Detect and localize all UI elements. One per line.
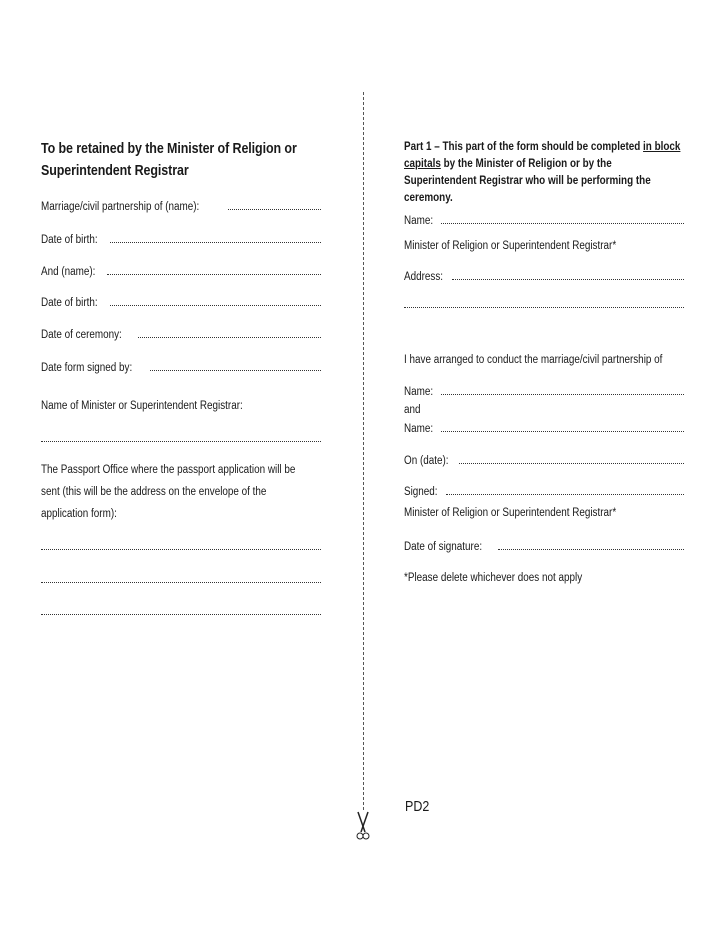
scissors-icon [354, 810, 372, 842]
ceremony-date-field[interactable] [41, 328, 321, 342]
ceremony-date-label: Date of ceremony: [41, 329, 122, 341]
second-name-label: And (name): [41, 266, 96, 278]
address-field[interactable] [404, 270, 684, 284]
signed-by-label: Date form signed by: [41, 362, 133, 374]
minister-role-text-2: Minister of Religion or Superintendent Registrar* [404, 507, 617, 519]
form-code: PD2 [405, 799, 430, 815]
address-line-2[interactable] [404, 306, 684, 308]
couple-name-label-2: Name: [404, 423, 434, 435]
officiant-name-label: Name: [404, 215, 434, 227]
couple-name-field-2[interactable] [404, 422, 684, 436]
cut-line [363, 92, 364, 810]
part1-heading [404, 139, 686, 207]
dob-label-2: Date of birth: [41, 297, 98, 309]
minister-name-line[interactable] [41, 440, 321, 442]
minister-name-label: Name of Minister or Superintendent Registrar: [41, 400, 243, 412]
passport-office-line-3[interactable] [41, 613, 321, 615]
block-capitals-emphasis: in block capitals [404, 141, 681, 170]
partner-name-label: Marriage/civil partnership of (name): [41, 201, 200, 213]
minister-role-text-1: Minister of Religion or Superintendent Registrar* [404, 240, 617, 252]
officiant-name-field[interactable] [404, 214, 684, 228]
dob-field-1[interactable] [41, 233, 321, 247]
date-of-signature-field[interactable] [404, 540, 684, 554]
delete-footnote: *Please delete whichever does not apply [404, 572, 583, 584]
dob-label-1: Date of birth: [41, 234, 98, 246]
couple-name-label-1: Name: [404, 386, 434, 398]
arranged-text: I have arranged to conduct the marriage/civil partnership of [404, 354, 663, 366]
dob-field-2[interactable] [41, 296, 321, 310]
second-name-field[interactable] [41, 265, 321, 279]
signed-field[interactable] [404, 485, 684, 499]
address-label: Address: [404, 271, 444, 283]
passport-office-text: The Passport Office where the passport application will be sent (this will be the address on the envelope of the application form): [41, 464, 296, 520]
part1-heading-text: Part 1 – This part of the form should be completed [404, 141, 644, 153]
passport-office-line-2[interactable] [41, 581, 321, 583]
passport-office-line-1[interactable] [41, 548, 321, 550]
signed-by-field[interactable] [41, 361, 321, 375]
partner-name-field[interactable] [41, 200, 321, 214]
retained-heading: To be retained by the Minister of Religion or Superintendent Registrar [41, 141, 297, 179]
signed-label: Signed: [404, 486, 438, 498]
on-date-label: On (date): [404, 455, 449, 467]
date-of-signature-label: Date of signature: [404, 541, 483, 553]
part1-heading-text-2: by the Minister of Religion or by the Superintendent Registrar who will be performing the ceremony. [404, 158, 651, 204]
on-date-field[interactable] [404, 454, 684, 468]
and-label: and [404, 404, 421, 416]
couple-name-field-1[interactable] [404, 385, 684, 399]
